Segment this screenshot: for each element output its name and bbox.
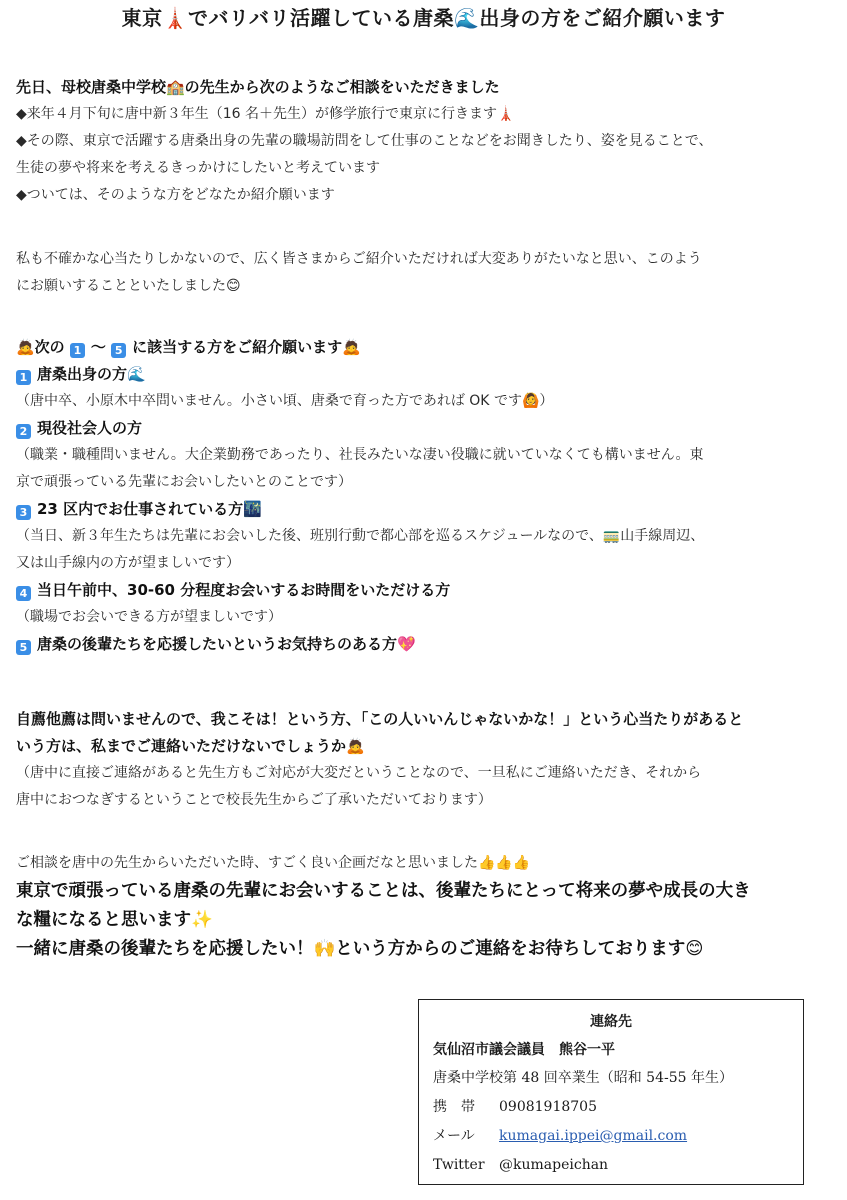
intro-bullet: ◆ついては、そのような方をどなたか紹介願います: [16, 187, 335, 203]
intro-bullet: ◆来年４月下旬に唐中新３年生（16 名＋先生）が修学旅行で東京に行きます🗼: [16, 106, 515, 122]
criteria-item-label: 唐桑出身の方🌊: [37, 365, 146, 383]
number-badge-icon: 3: [16, 505, 31, 520]
intro-bullet: 生徒の夢や将来を考えるきっかけにしたいと考えています: [16, 160, 380, 176]
request-line: いう方は、私までご連絡いただけないでしょうか🙇: [16, 737, 365, 755]
criteria-item-note: （当日、新３年生たちは先輩にお会いした後、班別行動で都心部を巡るスケジュールなので、🚃山手線周辺、: [16, 528, 705, 544]
criteria-item-note: （唐中卒、小原木中卒問いません。小さい頃、唐桑で育った方であれば OK です🙆）: [16, 393, 554, 409]
contact-phone-row: [433, 1093, 789, 1122]
request-note: （唐中に直接ご連絡があると先生方もご対応が大変だということなので、一旦私にご連絡いただき、それから: [16, 765, 702, 781]
closing-bold-line: 一緒に唐桑の後輩たちを応援したい！🙌という方からのご連絡をお待ちしております😊: [16, 939, 704, 959]
contact-heading: 連絡先: [590, 1014, 632, 1030]
contact-alumni: 唐桑中学校第 48 回卒業生（昭和 54-55 年生）: [433, 1070, 733, 1086]
number-badge-icon: 4: [16, 586, 31, 601]
closing-bold-line: な糧になると思います✨: [16, 910, 213, 930]
criteria-item-title: [16, 577, 831, 604]
closing-section: [16, 850, 831, 964]
contact-email-row: [433, 1122, 789, 1151]
number-badge-icon: 2: [16, 424, 31, 439]
criteria-item-title: [16, 361, 831, 388]
paragraph-line: 私も不確かな心当たりしかないので、広く皆さまからご紹介いただければ大変ありがたいなと思い、このよう: [16, 251, 702, 267]
number-badge-icon: 1: [16, 370, 31, 385]
criteria-item-title: [16, 496, 831, 523]
criteria-item-title: [16, 415, 831, 442]
phone-number[interactable]: 09081918705: [499, 1099, 597, 1115]
criteria-item-note: 又は山手線内の方が望ましいです）: [16, 555, 240, 571]
criteria-item-label: 当日午前中、30-60 分程度お会いするお時間をいただける方: [37, 581, 451, 599]
criteria-heading: [16, 334, 831, 361]
email-link[interactable]: kumagai.ippei@gmail.com: [499, 1128, 688, 1144]
twitter-handle[interactable]: @kumapeichan: [499, 1157, 609, 1173]
criteria-item-label: 23 区内でお仕事されている方🌃: [37, 500, 262, 518]
paragraph-line: にお願いすることといたしました😊: [16, 278, 241, 294]
closing-bold-line: 東京で頑張っている唐桑の先輩にお会いすることは、後輩たちにとって将来の夢や成長の大き: [16, 881, 751, 901]
criteria-item-label: 唐桑の後輩たちを応援したいというお気持ちのある方💖: [37, 635, 416, 653]
criteria-heading-pre: 🙇次の: [16, 338, 65, 356]
closing-line: ご相談を唐中の先生からいただいた時、すごく良い企画だなと思いました👍👍👍: [16, 855, 531, 871]
request-section: [16, 706, 831, 814]
page-title: 東京🗼でバリバリ活躍している唐桑🌊出身の方をご紹介願います: [121, 6, 726, 30]
criteria-section: [16, 334, 831, 658]
paragraph-apology: [16, 246, 831, 300]
criteria-heading-post: に該当する方をご紹介願います🙇: [132, 338, 361, 356]
criteria-item-label: 現役社会人の方: [37, 419, 143, 437]
twitter-label: Twitter: [433, 1157, 485, 1173]
criteria-item-title: [16, 631, 831, 658]
number-badge-icon: 1: [70, 343, 85, 358]
criteria-heading-tilde: ～: [90, 338, 106, 356]
contact-twitter-row: [433, 1151, 789, 1180]
intro-bullet: ◆その際、東京で活躍する唐桑出身の先輩の職場訪問をして仕事のことなどをお聞きしたり、姿を見ることで、: [16, 133, 713, 149]
request-line: 自薦他薦は問いませんので、我こそは！という方、「この人いいんじゃないかな！」という心当たりがあると: [16, 710, 744, 728]
intro-heading: 先日、母校唐桑中学校🏫の先生から次のようなご相談をいただきました: [16, 78, 500, 96]
criteria-item-note: （職場でお会いできる方が望ましいです）: [16, 609, 282, 625]
intro-section: [16, 74, 831, 209]
phone-label: 携 帯: [433, 1099, 475, 1115]
request-note: 唐中におつなぎするということで校長先生からご了承いただいております）: [16, 792, 492, 808]
contact-box: [418, 999, 804, 1185]
criteria-item-note: 京で頑張っている先輩にお会いしたいとのことです）: [16, 474, 352, 490]
number-badge-icon: 5: [16, 640, 31, 655]
number-badge-icon: 5: [111, 343, 126, 358]
criteria-item-note: （職業・職種問いません。大企業勤務であったり、社長みたいな凄い役職に就いていなくても構いません。東: [16, 447, 704, 463]
email-label: メール: [433, 1128, 475, 1144]
contact-name: 気仙沼市議会議員 熊谷一平: [433, 1042, 615, 1058]
